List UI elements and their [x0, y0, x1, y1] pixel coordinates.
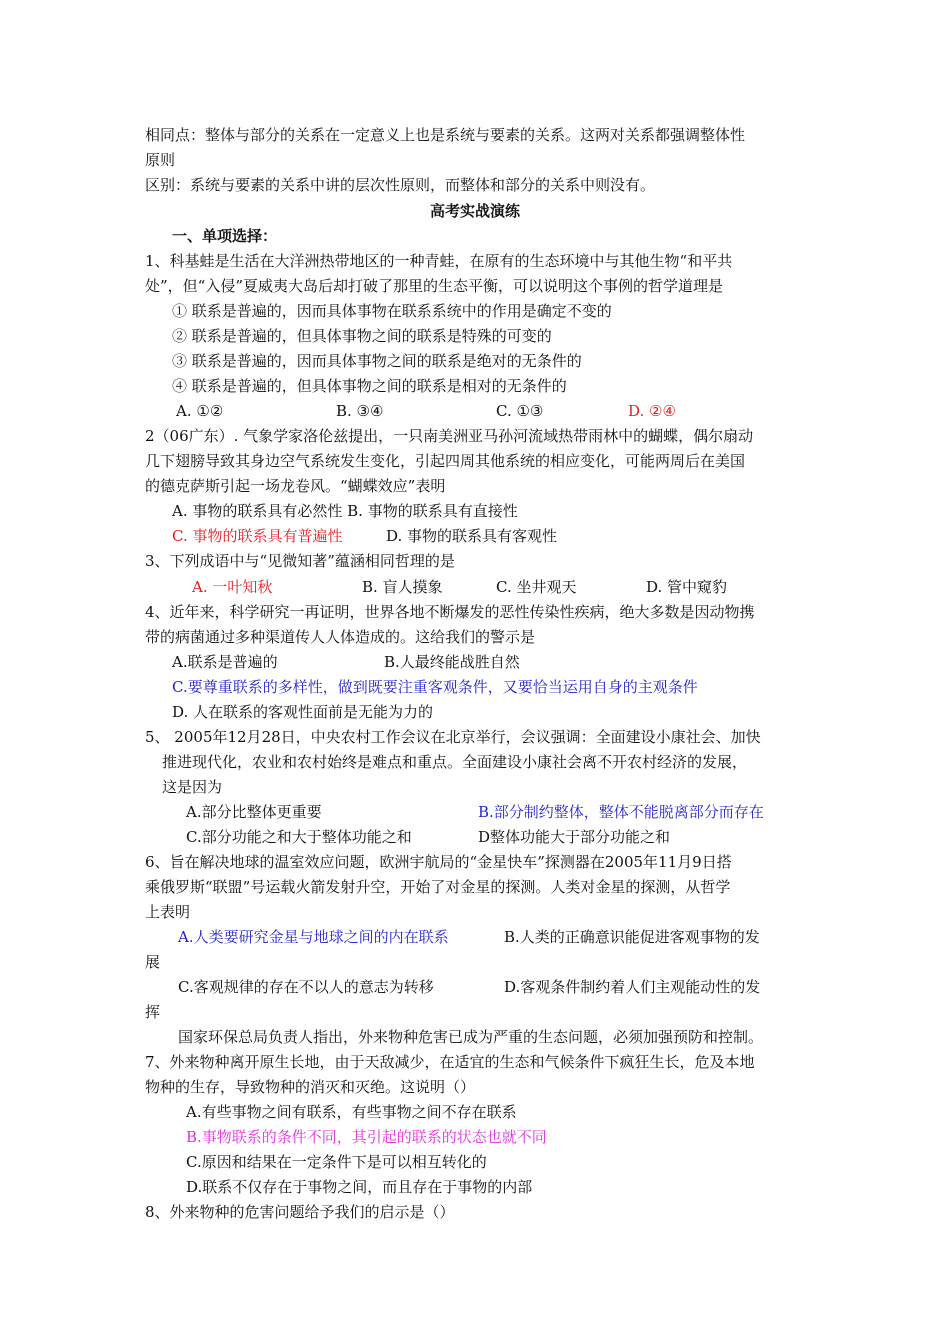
q4-stem-1: 4、近年来，科学研究一再证明，世界各地不断爆发的恶性传染性疾病，绝大多数是因动物携: [145, 603, 755, 621]
q4-option-c-answer: C.要尊重联系的多样性，做到既要注重客观条件，又要恰当运用自身的主观条件: [172, 678, 698, 696]
q7-stem-2: 物种的生存，导致物种的消灭和灭绝。这说明（）: [145, 1078, 476, 1096]
intro-difference: 区别：系统与要素的关系中讲的层次性原则，而整体和部分的关系中则没有。: [145, 176, 656, 194]
section-heading: 一、单项选择：: [172, 227, 278, 245]
q5-option-d: D整体功能大于部分功能之和: [478, 828, 671, 846]
q6-option-d-continued: 挥: [145, 1003, 161, 1021]
q2-option-d: D. 事物的联系具有客观性: [386, 527, 558, 545]
q5-option-b-answer: B.部分制约整体，整体不能脱离部分而存在: [478, 803, 764, 821]
q2-options-ab: A. 事物的联系具有必然性 B. 事物的联系具有直接性: [172, 502, 518, 520]
q6-option-c: C.客观规律的存在不以人的意志为转移: [178, 978, 434, 996]
q5-option-c: C.部分功能之和大于整体功能之和: [186, 828, 412, 846]
q2-stem-3: 的德克萨斯引起一场龙卷风。“蝴蝶效应”表明: [145, 477, 446, 495]
q7-stem-1: 7、外来物种离开原生长地，由于天敌减少，在适宜的生态和气候条件下疯狂生长，危及本地: [145, 1053, 755, 1071]
q3-option-d: D. 管中窥豹: [646, 578, 728, 596]
q5-option-a: A.部分比整体更重要: [186, 803, 322, 821]
q1-option-c: C. ①③: [496, 402, 544, 420]
section-title: 高考实战演练: [429, 202, 520, 220]
q2-stem-2: 几下翅膀导致其身边空气系统发生变化，引起四周其他系统的相应变化，可能两周后在美国: [145, 452, 746, 470]
q6-option-b-continued: 展: [145, 953, 161, 971]
q3-option-c: C. 坐井观天: [496, 578, 577, 596]
q7-option-a: A.有些事物之间有联系，有些事物之间不存在联系: [186, 1103, 517, 1121]
q3-stem: 3、下列成语中与“见微知著”蕴涵相同哲理的是: [145, 552, 455, 570]
q3-option-b: B. 盲人摸象: [362, 578, 443, 596]
material-paragraph: 国家环保总局负责人指出，外来物种危害已成为严重的生态问题，必须加强预防和控制。: [178, 1028, 764, 1046]
q2-option-c-answer: C. 事物的联系具有普遍性: [172, 527, 343, 545]
q5-stem-1: 5、 2005年12月28日，中央农村工作会议在北京举行，会议强调：全面建设小康社会、加快: [145, 728, 761, 746]
q1-option-a: A. ①②: [176, 402, 224, 420]
q1-statement-4: ④ 联系是普遍的，但具体事物之间的联系是相对的无条件的: [172, 377, 567, 395]
intro-similar-line-2: 原则: [145, 151, 176, 169]
q2-stem-1: 2（06广东）. 气象学家洛伦兹提出，一只南美洲亚马孙河流域热带雨林中的蝴蝶，偶尔扇动: [145, 427, 754, 445]
q1-statement-1: ① 联系是普遍的，因而具体事物在联系系统中的作用是确定不变的: [172, 302, 612, 320]
q1-option-d-answer: D. ②④: [628, 402, 676, 420]
q7-option-b-answer: B.事物联系的条件不同，其引起的联系的状态也就不同: [186, 1128, 547, 1146]
q3-option-a-answer: A. 一叶知秋: [192, 578, 273, 596]
q6-stem-3: 上表明: [145, 903, 191, 921]
q6-stem-1: 6、旨在解决地球的温室效应问题，欧洲宇航局的“金星快车”探测器在2005年11月9日搭: [145, 853, 732, 871]
intro-similar-line-1: 相同点：整体与部分的关系在一定意义上也是系统与要素的关系。这两对关系都强调整体性: [145, 126, 746, 144]
q1-stem-2: 处”，但“入侵”夏威夷大岛后却打破了那里的生态平衡，可以说明这个事例的哲学道理是: [145, 277, 724, 295]
q6-option-d: D.客观条件制约着人们主观能动性的发: [504, 978, 761, 996]
q6-option-a-answer: A.人类要研究金星与地球之间的内在联系: [178, 928, 449, 946]
q4-option-b: B.人最终能战胜自然: [384, 653, 520, 671]
q4-option-a: A.联系是普遍的: [172, 653, 278, 671]
q7-option-d: D.联系不仅存在于事物之间，而且存在于事物的内部: [186, 1178, 533, 1196]
q5-stem-3: 这是因为: [162, 778, 223, 796]
q6-stem-2: 乘俄罗斯“联盟”号运载火箭发射升空，开始了对金星的探测。人类对金星的探测，从哲学: [145, 878, 731, 896]
q7-option-c: C.原因和结果在一定条件下是可以相互转化的: [186, 1153, 487, 1171]
q1-statement-3: ③ 联系是普遍的，因而具体事物之间的联系是绝对的无条件的: [172, 352, 582, 370]
q6-option-b: B.人类的正确意识能促进客观事物的发: [504, 928, 760, 946]
q1-option-b: B. ③④: [336, 402, 384, 420]
q4-option-d: D. 人在联系的客观性面前是无能为力的: [172, 703, 434, 721]
q5-stem-2: 推进现代化，农业和农村始终是难点和重点。全面建设小康社会离不开农村经济的发展，: [162, 753, 748, 771]
q4-stem-2: 带的病菌通过多种渠道传人人体造成的。这给我们的警示是: [145, 628, 536, 646]
q1-stem-1: 1、科基蛙是生活在大洋洲热带地区的一种青蛙，在原有的生态环境中与其他生物“和平共: [145, 252, 733, 270]
q1-statement-2: ② 联系是普遍的，但具体事物之间的联系是特殊的可变的: [172, 327, 552, 345]
q8-stem: 8、外来物种的危害问题给予我们的启示是（）: [145, 1203, 455, 1221]
